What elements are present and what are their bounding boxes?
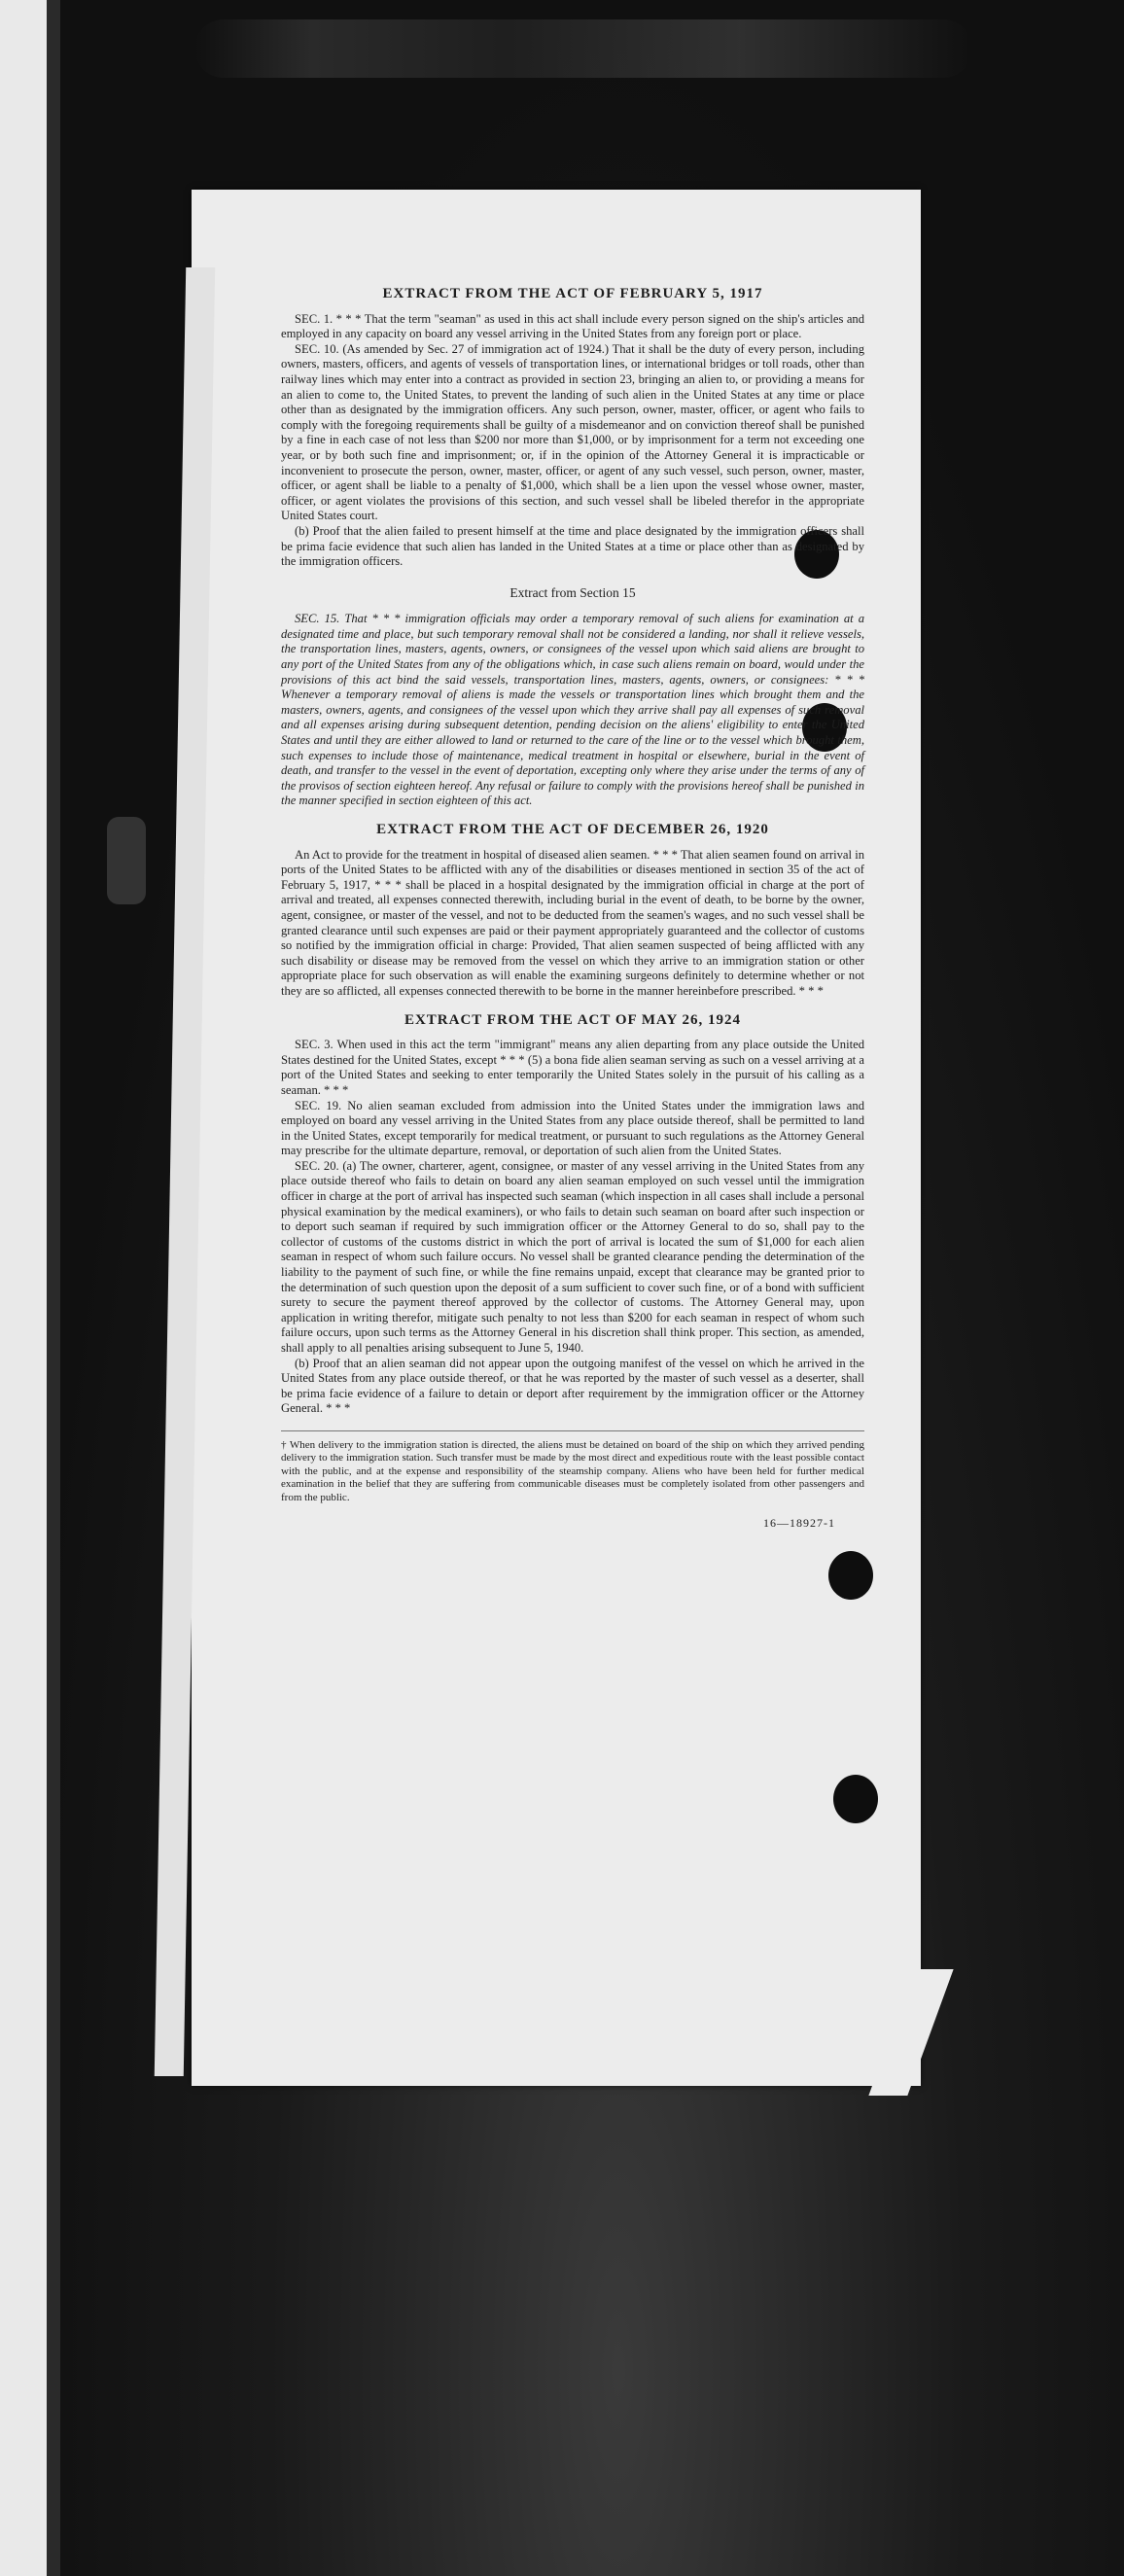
paragraph-sec10-1917: SEC. 10. (As amended by Sec. 27 of immigration act of 1924.) That it shall be the duty of every person, including owners, masters, officers, and agents of vessels of transportation lines, or international bridges or toll roads, other than railway lines which may enter into a contract as provided in section 23, bringing an alien to, or providing a means for an alien to come to, the United States, to prevent the landing of such alien in the United States at any time or place other than as designated by the immigration officers. Any such person, owner, master, officer, or agent who fails to comply with the foregoing requirements shall be guilty of a misdemeanor and on conviction thereof shall be punished by a fine in each case of not less than $200 nor more than $1,000, or by imprisonment for a term not exceeding one year, or by both such fine and imprisonment; or, if in the opinion of the Attorney General it is impracticable or inconvenient to prosecute the person, owner, master, officer, or agent of any such vessel, such person, owner, master, officer, or agent shall be liable to a penalty of $1,000, which shall be a lien upon the vessel whose owner, master, officer, or agent violates the provisions of this section, and such vessel shall be libeled therefor in the appropriate United States court. bbox=[281, 341, 864, 523]
paragraph-sec1-1917: SEC. 1. * * * That the term "seaman" as used in this act shall include every person signed on the ship's articles and employed in any capacity on board any vessel arriving in the United States from any foreign port or place. bbox=[281, 311, 864, 341]
top-handwriting-mark bbox=[194, 19, 972, 78]
paragraph-sec10b-1917: (b) Proof that the alien failed to present himself at the time and place designated by the immigration officers shall be prima facie evidence that such alien has landed in the United States at a time or place other than as designated by the immigration officers. bbox=[281, 523, 864, 569]
punch-hole-icon bbox=[828, 1551, 873, 1600]
tape-mark bbox=[107, 817, 146, 904]
section-act-1924 bbox=[281, 1013, 864, 1417]
heading-act-1924: EXTRACT FROM THE ACT OF MAY 26, 1924 bbox=[404, 1011, 742, 1028]
footnote: † When delivery to the immigration station is directed, the aliens must be detained on board of the ship on which they arrived pending delivery to the immigration station. Such transfer must be made by the most direct and expeditious route with the least possible contact with the public, and at the expense and responsibility of the steamship company. Aliens who have been held for further medical examination in the belief that they are suffering from communicable diseases must be completely isolated from other passengers and from the public. bbox=[281, 1430, 864, 1505]
paragraph-sec20-1924: SEC. 20. (a) The owner, charterer, agent, consignee, or master of any vessel arriving in the United States from any place outside thereof who fails to detain on board any alien seaman employed on such vessel until the immigration officer in charge at the port of arrival has inspected such seaman (which inspection in all cases shall include a personal physical examination by the medical examiners), or who fails to detain such seaman on board after such inspection or to deport such seaman if required by such immigration officer or the Attorney General to do so, shall pay to the collector of customs of the customs district in which the port of arrival is located the sum of $1,000 for each alien seaman in respect of whom such failure occurs. No vessel shall be granted clearance pending the determination of the liability to the payment of such fine, or while the fine remains unpaid, except that clearance may be granted prior to the determination of such question upon the deposit of a sum sufficient to cover such fine, or of a bond with sufficient surety to secure the payment thereof approved by the collector of customs. The Attorney General may, upon application in writing therefor, mitigate such penalty to not less than $200 for each seaman in respect of whom such failure occurs, upon such terms as the Attorney General in his discretion shall think proper. This section, as amended, shall apply to all penalties arising subsequent to June 5, 1940. bbox=[281, 1158, 864, 1355]
section-act-1920 bbox=[281, 823, 864, 1000]
paragraph-sec20b-1924: (b) Proof that an alien seaman did not appear upon the outgoing manifest of the vessel on which he arrived in the United States from any place outside thereof, or that he was reported by the master of such vessel as a deserter, shall be prima facie evidence of a failure to detain or deport after requirement by the immigration officer or the Attorney General. * * * bbox=[281, 1356, 864, 1416]
heading-section-15: Extract from Section 15 bbox=[509, 584, 636, 600]
paragraph-sec15-1917: SEC. 15. That * * * immigration officials may order a temporary removal of such aliens for examination at a designated time and place, but such temporary removal shall not be considered a landing, nor shall it relieve vessels, the transportation lines, masters, agents, owners, or consignees of the vessel upon which said aliens are brought to any port of the United States from any of the obligations which, in case such aliens remain on board, would under the provisions of this act bind the said vessels, transportation lines, masters, agents, owners, or consignees: * * * Whenever a temporary removal of aliens is made the vessels or transportation lines which brought them and the masters, owners, agents, and consignees of the vessel upon which they arrive shall pay all expenses of such removal and all expenses arising during subsequent detention, pending decision on the aliens' eligibility to enter the United States and until they are either allowed to land or returned to the care of the line or to the vessel which brought them, such expenses to include those of maintenance, medical treatment in hospital or elsewhere, burial in the event of death, and transfer to the vessel in the event of deportation, excepting only where they arise under the terms of any of the provisos of section eighteen hereof. Any refusal or failure to comply with the provisions hereof shall be punished in the manner specified in section eighteen of this act. bbox=[281, 612, 864, 808]
punch-hole-icon bbox=[833, 1775, 878, 1823]
left-strip-shadow bbox=[47, 0, 60, 2576]
heading-act-1917: EXTRACT FROM THE ACT OF FEBRUARY 5, 1917 bbox=[382, 286, 763, 301]
document-content bbox=[281, 287, 864, 1532]
paragraph-sec3-1924: SEC. 3. When used in this act the term "immigrant" means any alien departing from any place outside the United States destined for the United States, except * * * (5) a bona fide alien seaman serving as such on a vessel arriving at a port of the United States and seeking to enter temporarily the United States solely in the pursuit of his calling as a seaman. * * * bbox=[281, 1038, 864, 1097]
document-page bbox=[192, 190, 921, 2086]
section-act-1917 bbox=[281, 287, 864, 809]
document-number: 16—18927-1 bbox=[763, 1516, 835, 1531]
paragraph-act-1920: An Act to provide for the treatment in hospital of diseased alien seamen. * * * That alien seamen found on arrival in ports of the United States to be afflicted with any of the disabilities or diseases mentioned in section 35 of the act of February 5, 1917, * * * shall be placed in a hospital designated by the immigration official in charge at the port of arrival and treated, all expenses connected therewith, including burial in the event of death, to be borne by the owner, agent, consignee, or master of the vessel, and not to be deducted from the seamen's wages, and no such vessel shall be granted clearance until such expenses are paid or their payment appropriately guaranteed and the collector of customs so notified by the immigration official in charge: Provided, That alien seamen suspected of being afflicted with any such disability or disease may be removed from the vessel on which they arrive to an immigration station or other appropriate place for such observation as will enable the examining surgeons definitely to determine whether or not they are so afflicted, all expenses connected therewith to be borne in the manner hereinbefore prescribed. * * * bbox=[281, 847, 864, 998]
paragraph-sec19-1924: SEC. 19. No alien seaman excluded from admission into the United States under the immigration laws and employed on board any vessel arriving in the United States from any place outside thereof, shall be permitted to land in the United States, except temporarily for medical treatment, or pursuant to such regulations as the Attorney General may prescribe for the ultimate departure, removal, or deportation of such alien from the United States. bbox=[281, 1098, 864, 1158]
heading-act-1920: EXTRACT FROM THE ACT OF DECEMBER 26, 1920 bbox=[376, 822, 769, 837]
